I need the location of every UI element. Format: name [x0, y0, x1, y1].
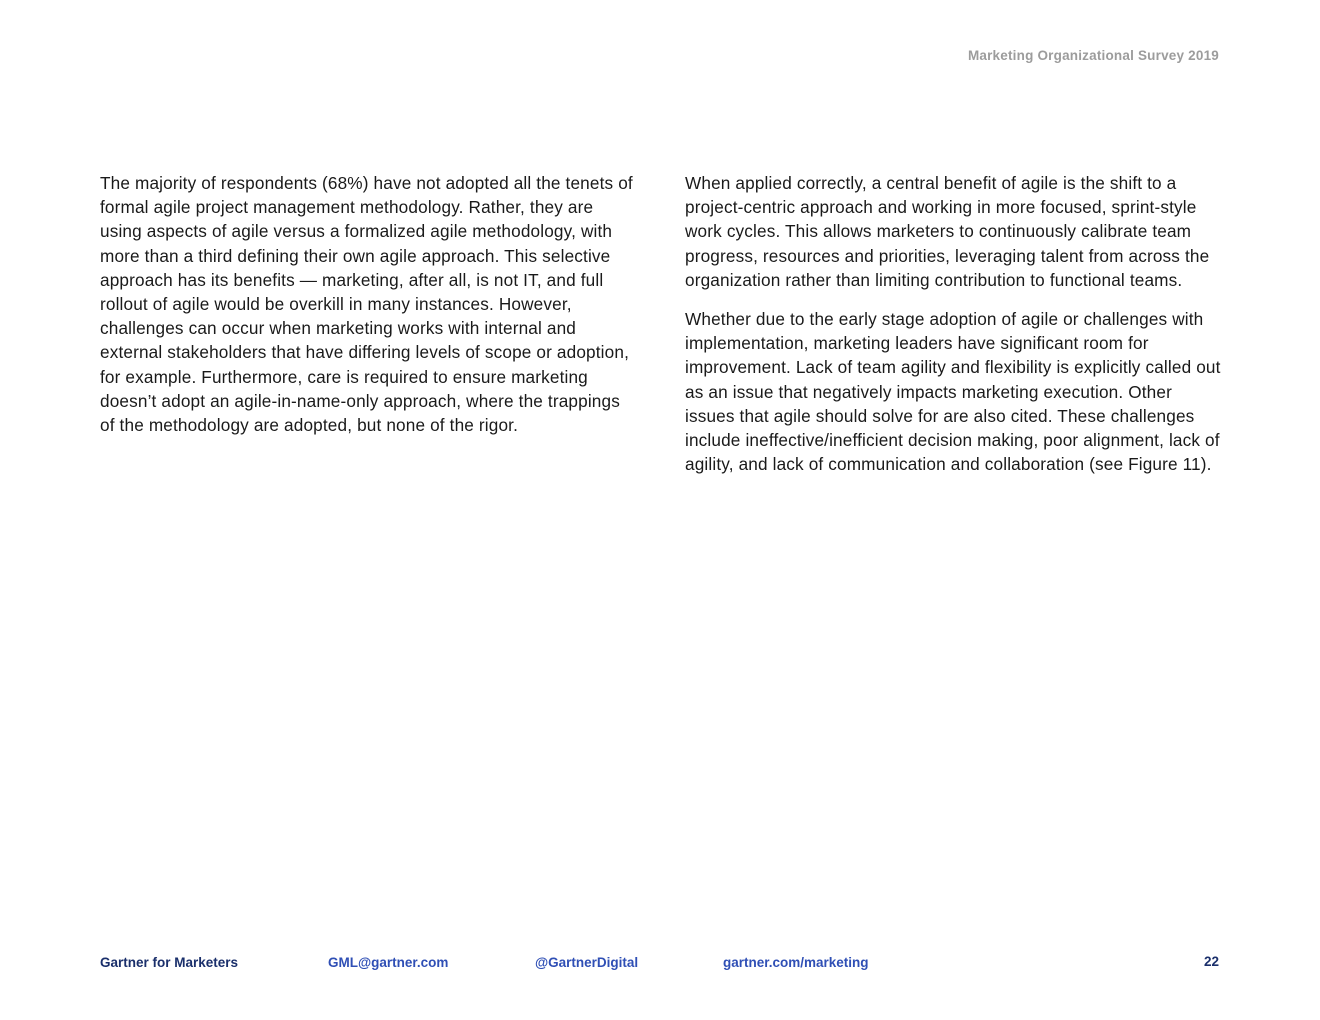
left-column [100, 171, 635, 437]
footer-brand: Gartner for Marketers [100, 955, 239, 970]
footer-website-link[interactable]: gartner.com/marketing [723, 955, 869, 970]
body-paragraph: Whether due to the early stage adoption of agile or challenges with implementation, marketing leaders have significant room for improvement. Lack of team agility and flexibility is explicitly called out as an issue that negatively impacts marketing execution. Other issues that agile should solve for are also cited. These challenges include ineffective/inefficient decision making, poor alignment, lack of agility, and lack of communication and collaboration (see Figure 11). [685, 309, 1221, 475]
right-column [685, 171, 1225, 476]
body-paragraph: When applied correctly, a central benefit of agile is the shift to a project-centric approach and working in more focused, sprint-style work cycles. This allows marketers to continuously calibrate team progress, resources and priorities, leveraging talent from across the organization rather than limiting contribution to functional teams. [685, 173, 1210, 290]
footer-email-link[interactable]: GML@gartner.com [328, 955, 449, 970]
footer-twitter-link[interactable]: @GartnerDigital [535, 955, 639, 970]
body-paragraph: The majority of respondents (68%) have not adopted all the tenets of formal agile project management methodology. Rather, they are using aspects of agile versus a formalized agile methodology, with more than a third defining their own agile approach. This selective approach has its benefits — marketing, after all, is not IT, and full rollout of agile would be overkill in many instances. However, challenges can occur when marketing works with internal and external stakeholders that have differing levels of scope or adoption, for example. Furthermore, care is required to ensure marketing doesn’t adopt an agile-in-name-only approach, where the trappings of the methodology are adopted, but none of the rigor. [100, 173, 633, 436]
page-number: 22 [1203, 954, 1219, 969]
running-header: Marketing Organizational Survey 2019 [967, 48, 1219, 63]
page-footer [100, 955, 1219, 975]
